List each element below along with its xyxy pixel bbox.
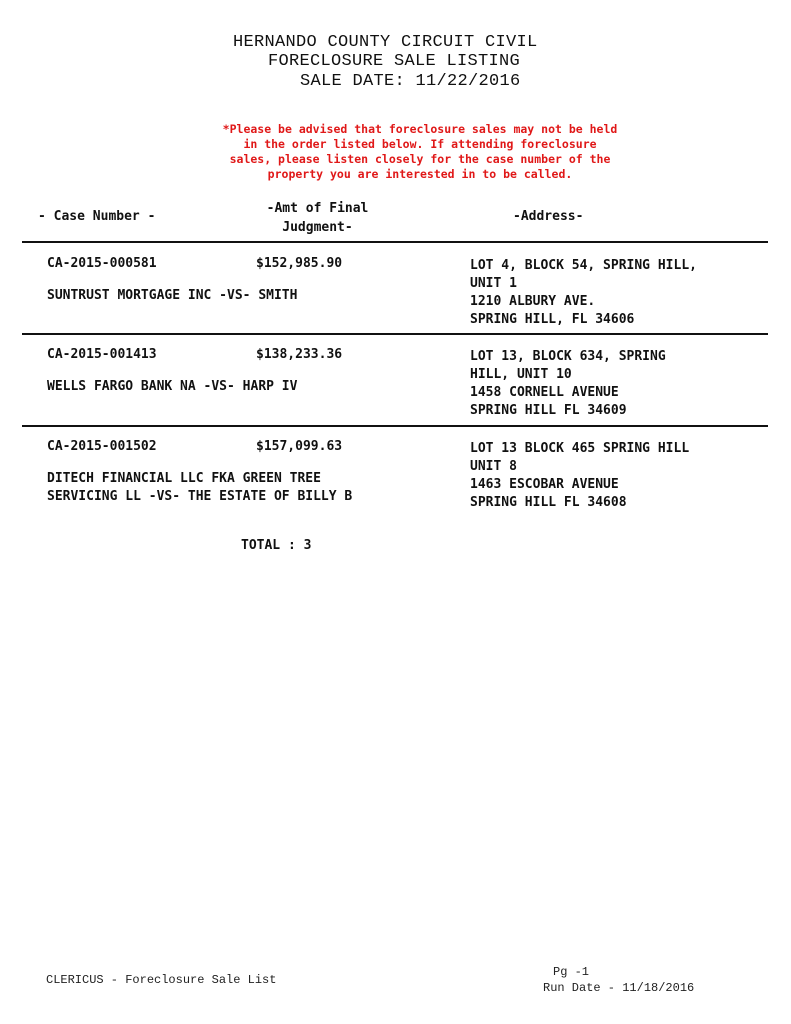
case-parties [47, 378, 297, 396]
row-divider [22, 425, 768, 427]
parties-line: SUNTRUST MORTGAGE INC -VS- SMITH [47, 288, 298, 303]
case-number: CA-2015-001502 [47, 439, 157, 454]
address-line: SPRING HILL, FL 34606 [470, 312, 635, 327]
address-line: 1210 ALBURY AVE. [470, 294, 596, 309]
address-line: SPRING HILL FL 34609 [470, 403, 627, 418]
report-title: HERNANDO COUNTY CIRCUIT CIVIL [233, 33, 538, 52]
column-header-amount [250, 199, 385, 237]
notice-line: property you are interested in to be called. [267, 167, 573, 181]
address-line: LOT 13 BLOCK 465 SPRING HILL [470, 441, 690, 456]
judgment-amount: $138,233.36 [256, 347, 343, 362]
page-number: Pg -1 [553, 965, 590, 979]
report-subtitle: FORECLOSURE SALE LISTING [268, 52, 521, 71]
parties-line: WELLS FARGO BANK NA -VS- HARP IV [47, 379, 298, 394]
case-parties [47, 470, 352, 506]
address-line: LOT 13, BLOCK 634, SPRING [470, 349, 666, 364]
property-address [470, 440, 689, 512]
footer-source: CLERICUS - Foreclosure Sale List [46, 973, 277, 987]
column-header-amount-line1: -Amt of Final [266, 201, 369, 216]
parties-line: DITECH FINANCIAL LLC FKA GREEN TREE [47, 471, 321, 486]
parties-line: SERVICING LL -VS- THE ESTATE OF BILLY B [47, 489, 353, 504]
listing-total: TOTAL : 3 [241, 538, 312, 553]
notice-line: sales, please listen closely for the case number of the [229, 152, 611, 166]
column-header-amount-line2: Judgment- [282, 220, 353, 235]
address-line: HILL, UNIT 10 [470, 367, 572, 382]
address-line: LOT 4, BLOCK 54, SPRING HILL, [470, 258, 697, 273]
address-line: UNIT 1 [470, 276, 517, 291]
notice-line: *Please be advised that foreclosure sales may not be held [222, 122, 618, 136]
case-number: CA-2015-000581 [47, 256, 157, 271]
address-line: 1463 ESCOBAR AVENUE [470, 477, 619, 492]
run-date: Run Date - 11/18/2016 [543, 981, 695, 995]
property-address [470, 348, 666, 420]
column-header-address: -Address- [513, 209, 584, 224]
row-divider [22, 333, 768, 335]
notice-line: in the order listed below. If attending foreclosure [243, 137, 597, 151]
judgment-amount: $157,099.63 [256, 439, 343, 454]
sale-date: SALE DATE: 11/22/2016 [300, 72, 521, 91]
case-number: CA-2015-001413 [47, 347, 157, 362]
case-parties [47, 287, 297, 305]
address-line: UNIT 8 [470, 459, 517, 474]
address-line: 1458 CORNELL AVENUE [470, 385, 619, 400]
address-line: SPRING HILL FL 34608 [470, 495, 627, 510]
column-header-case-number: - Case Number - [38, 209, 156, 224]
sale-order-notice [170, 122, 670, 182]
header-divider [22, 241, 768, 243]
property-address [470, 257, 697, 329]
judgment-amount: $152,985.90 [256, 256, 343, 271]
